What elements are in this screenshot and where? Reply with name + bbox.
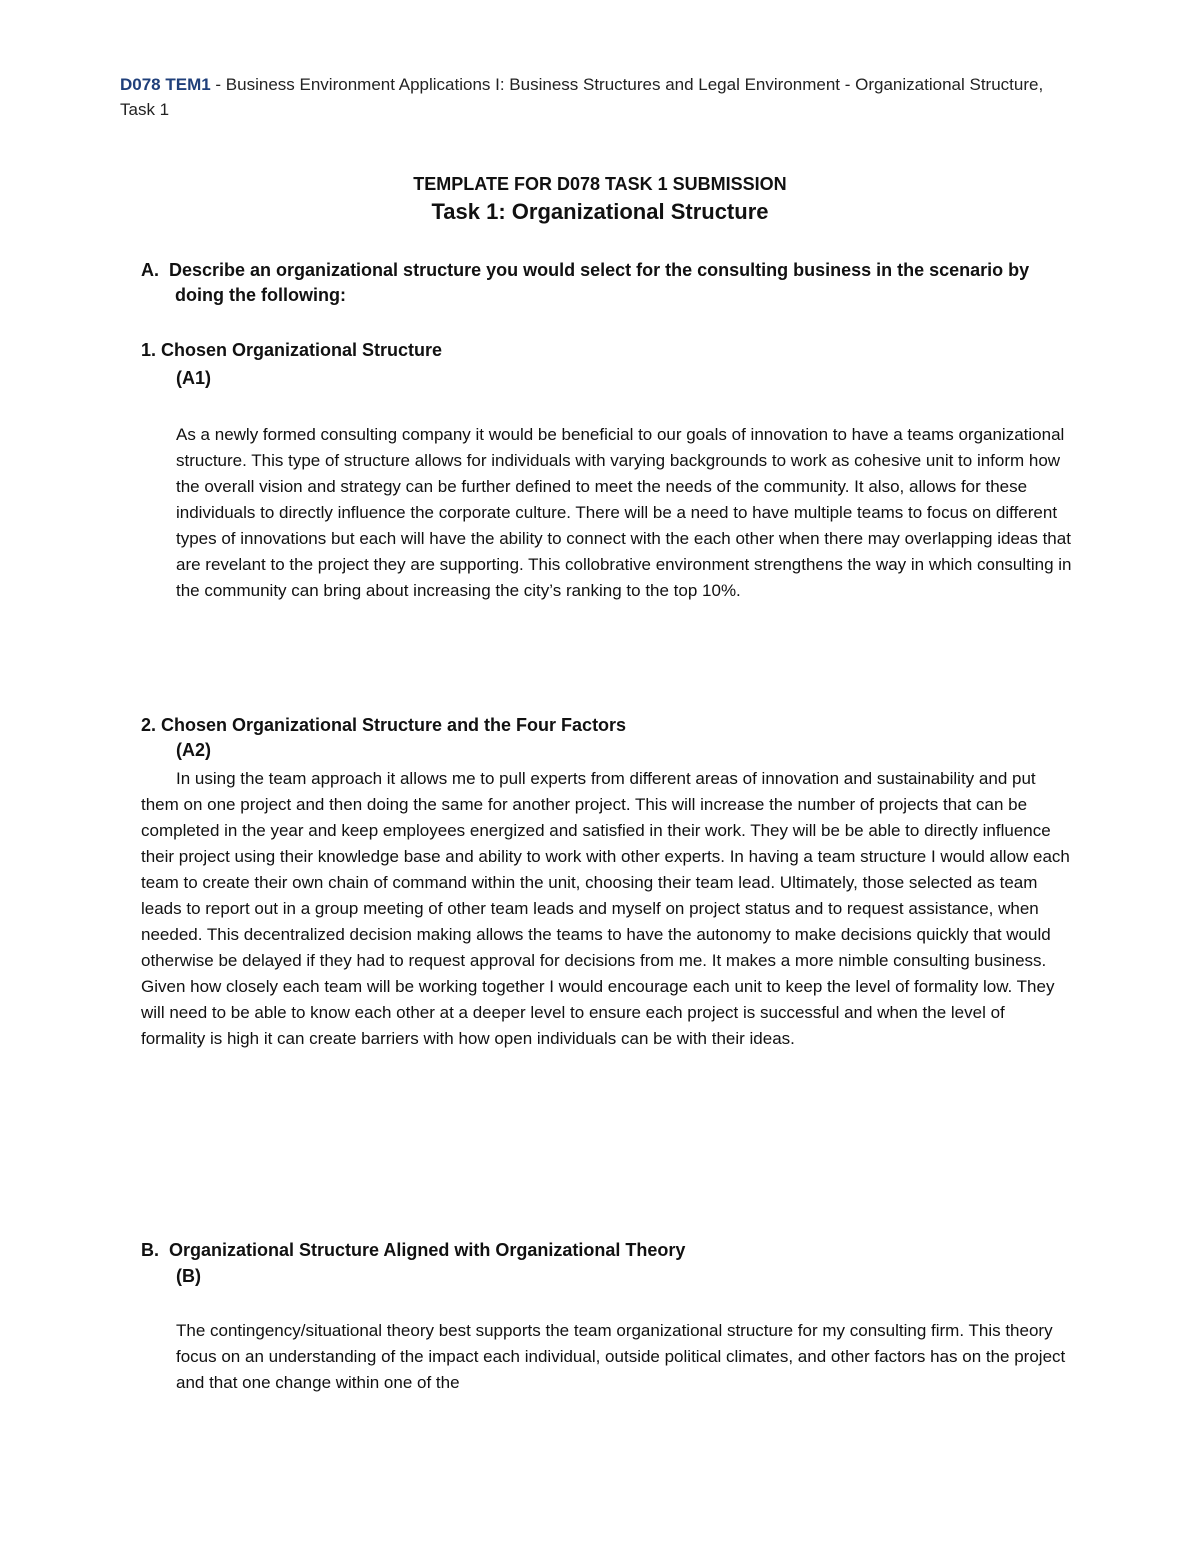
section-a-letter: A. <box>141 260 159 280</box>
course-code: D078 TEM1 <box>120 75 211 94</box>
section-b-heading <box>141 1238 1081 1263</box>
course-description: - Business Environment Applications I: Business Structures and Legal Environment - Organizational Structure, Task 1 <box>120 75 1044 119</box>
course-header <box>120 72 1060 122</box>
subsection-2-heading: 2. Chosen Organizational Structure and the Four Factors <box>141 715 627 735</box>
subsection-2-code: (A2) <box>176 740 211 760</box>
section-b-letter: B. <box>141 1240 159 1260</box>
task-title: Task 1: Organizational Structure <box>431 199 769 224</box>
section-a-heading-line1: Describe an organizational structure you would select for the consulting business in the scenario by <box>169 260 1030 280</box>
subsection-2-body: In using the team approach it allows me to pull experts from different areas of innovation and sustainability and put them on one project and then doing the same for another project. This will increase the number of projects that can be completed in the year and keep employees energized and satisfied in their work. They will be be able to directly influence their project using their knowledge base and ability to work with other experts. In having a team structure I would allow each team to create their own chain of command within the unit, choosing their team lead. Ultimately, those selected as team leads to report out in a group meeting of other team leads and myself on project status and to request assistance, when needed. This decentralized decision making allows the teams to have the autonomy to make decisions quickly that would otherwise be delayed if they had to request approval for decisions from me. It makes a more nimble consulting business. Given how closely each team will be working together I would encourage each unit to keep the level of formality low. They will need to be able to know each other at a deeper level to ensure each project is successful and when the level of formality is high it can create barriers with how open individuals can be with their ideas. <box>141 769 1070 1048</box>
section-b-heading-text: Organizational Structure Aligned with Organizational Theory <box>169 1240 686 1260</box>
subsection-1-code: (A1) <box>176 368 211 388</box>
subsection-1-heading: 1. Chosen Organizational Structure <box>141 340 443 360</box>
subsection-1-body: As a newly formed consulting company it would be beneficial to our goals of innovation to have a teams organizational structure. This type of structure allows for individuals with varying backgrounds to work as cohesive unit to inform how the overall vision and strategy can be further defined to meet the needs of the community. It also, allows for these individuals to directly influence the corporate culture. There will be a need to have multiple teams to focus on different types of innovations but each will have the ability to connect with the each other when there may overlapping ideas that are revelant to the project they are supporting. This collobrative environment strengthens the way in which consulting in the community can bring about increasing the city’s ranking to the top 10%. <box>176 425 1072 600</box>
section-b-body: The contingency/situational theory best supports the team organizational structure for my consulting firm. This theory focus on an understanding of the impact each individual, outside political climates, and other factors has on the project and that one change within one of the <box>176 1321 1066 1392</box>
section-a-heading <box>141 258 1081 308</box>
section-b-code: (B) <box>176 1266 201 1286</box>
template-title: TEMPLATE FOR D078 TASK 1 SUBMISSION <box>413 174 787 194</box>
section-a-heading-line2: doing the following: <box>175 285 346 305</box>
